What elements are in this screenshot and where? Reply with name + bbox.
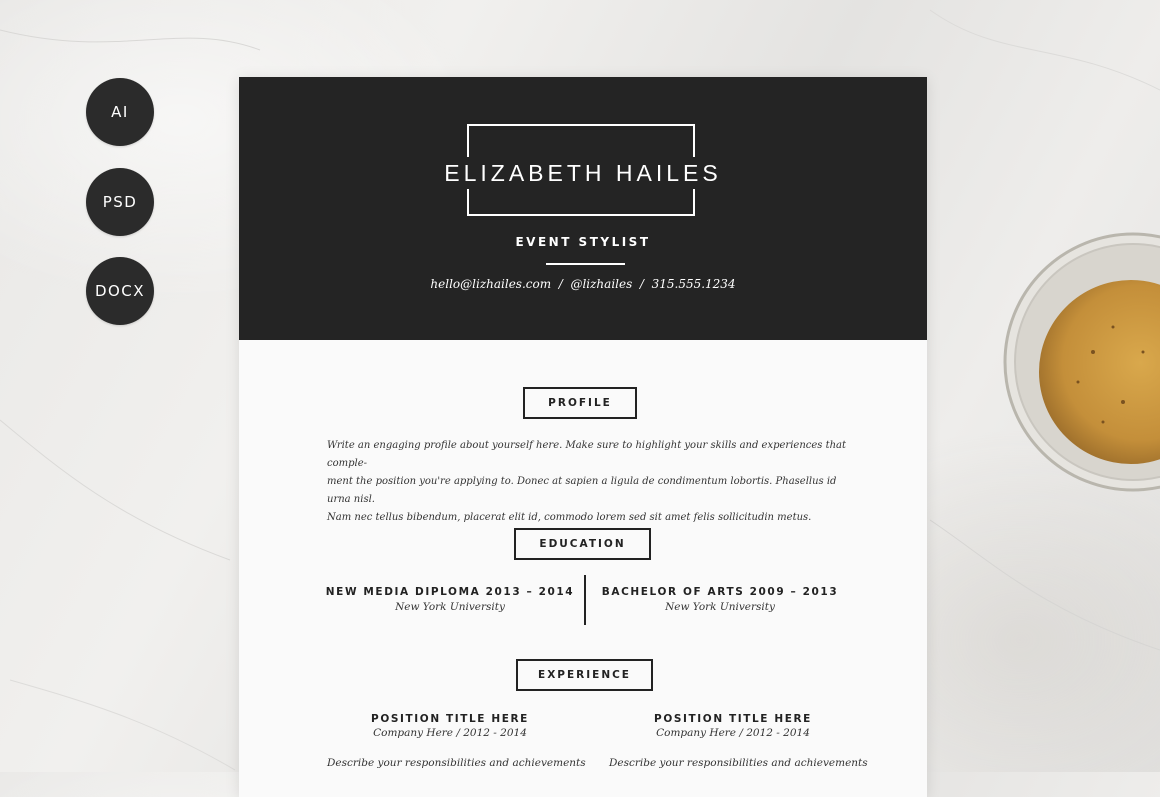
education-divider: [584, 575, 586, 625]
education-title: BACHELOR OF ARTS 2009 – 2013: [601, 586, 839, 598]
profile-text: [327, 437, 857, 527]
experience-title: POSITION TITLE HERE: [371, 713, 529, 725]
profile-line: Nam nec tellus bibendum, placerat elit id, commodo lorem sed sit amet felis sollicitudin metus.: [327, 512, 812, 523]
resume-name: ELIZABETH HAILES: [427, 157, 739, 189]
contact-separator: /: [639, 277, 644, 291]
contact-email: hello@lizhailes.com: [430, 277, 552, 291]
coffee-cup-image: [1003, 232, 1160, 492]
experience-company: Company Here / 2012 - 2014: [656, 727, 810, 739]
education-school: New York University: [665, 601, 775, 613]
contact-line: [239, 277, 927, 291]
education-school: New York University: [395, 601, 505, 613]
education-title: NEW MEDIA DIPLOMA 2013 – 2014: [325, 586, 575, 598]
resume-header: [239, 77, 927, 340]
resume-sheet: [239, 77, 927, 797]
badge-psd: PSD: [86, 168, 154, 236]
experience-company: Company Here / 2012 - 2014: [373, 727, 527, 739]
education-heading: EDUCATION: [514, 528, 651, 560]
profile-heading: PROFILE: [523, 387, 637, 419]
contact-separator: /: [558, 277, 563, 291]
experience-title: POSITION TITLE HERE: [654, 713, 812, 725]
profile-line: Write an engaging profile about yourself here. Make sure to highlight your skills and experiences that comple-: [327, 440, 847, 469]
badge-ai: AI: [86, 78, 154, 146]
experience-description: Describe your responsibilities and achievements: [609, 757, 868, 769]
experience-description: Describe your responsibilities and achievements: [327, 757, 586, 769]
resume-role: EVENT STYLIST: [515, 235, 651, 249]
contact-handle: @lizhailes: [570, 277, 633, 291]
experience-heading: EXPERIENCE: [516, 659, 653, 691]
role-divider: [546, 263, 625, 265]
profile-line: ment the position you're applying to. Donec at sapien a ligula de condimentum lobortis. Phasellus id urna nisl.: [327, 476, 837, 505]
badge-docx: DOCX: [86, 257, 154, 325]
contact-phone: 315.555.1234: [651, 277, 736, 291]
